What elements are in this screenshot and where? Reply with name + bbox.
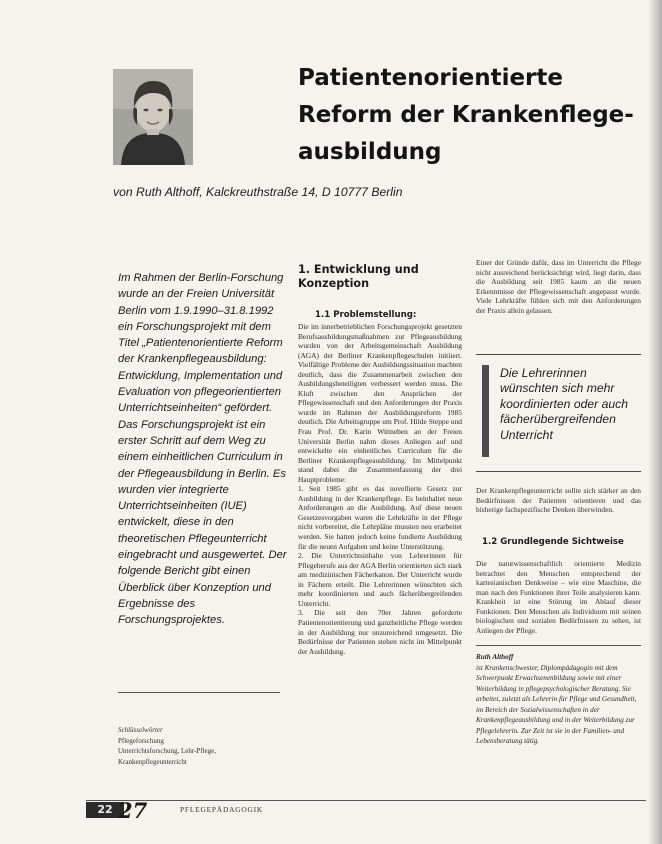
keyword-line-1: Pflegeforschung <box>118 736 164 745</box>
article-title <box>298 60 648 171</box>
author-byline: von Ruth Althoff, Kalckreuthstraße 14, D 10777 Berlin <box>113 185 403 199</box>
pull-quote-text: Die Lehrerinnen wünschten sich mehr koordinierten oder auch fächerübergreifenden Unterricht <box>500 366 629 442</box>
pull-quote <box>476 354 641 472</box>
abstract: Im Rahmen der Berlin-Forschung wurde an der Freien Universität Berlin vom 1.9.1990–31.8.1992 ein Forschungsprojekt mit dem Titel „Patientenorientierte Reform der Krankenpflegeausbildung: Entwicklung, Implementation und Evaluation von pflegeorientierten Unterrichtseinheiten“ gefördert. Das Forschungsprojekt ist ein erster Schritt auf dem Weg zu einem einheitlichen Curriculum in der Pflegeausbildung in Berlin. Es wurden vier integrierte Unterrichtseinheiten (IUE) entwickelt, diese in den theoretischen Pflegeunterricht eingebracht und ausgewertet. Der folgende Bericht gibt einen Überblick über Konzeption und Ergebnisse des Forschungsprojektes. <box>118 272 287 627</box>
keyword-line-3: Krankenpflegeunterricht <box>118 757 187 766</box>
author-bio-name: Ruth Althoff <box>476 653 514 661</box>
body-column-3-intro: Einer der Gründe dafür, dass im Unterricht die Pflege nicht ausreichend berücksichtigt wird, liegt darin, dass die Ausbildung seit 1985 kaum an die neuen Erkenntnisse der Pflegewissenschaft angepasst wurde. Viele Lehrkräfte fühlen sich mit den Anforderungen der Praxis allein gelassen. <box>476 258 641 315</box>
author-bio-text: ist Krankenschwester, Diplompädagogin mit dem Schwerpunkt Erwachsenenbildung sowie mit einer Weiterbildung in pflegepsychologischer Beratung. Sie arbeitet, zuletzt als Lehrerin für Pflege und Gesundheit, im Bereich der Sozialwissenschaften in der Krankenpflegeausbildung und in der Weiterbildung zur Pflegelehrerin. Zur Zeit ist sie in der Familien- und Lebensberatung tätig. <box>476 663 637 745</box>
page-edge-shadow <box>648 0 662 844</box>
footer-rule <box>86 800 646 801</box>
journal-name: PFLEGEPÄDAGOGIK <box>180 805 264 814</box>
keywords-block <box>118 725 283 767</box>
page-number-badge: 22 <box>86 802 124 818</box>
body-column-3-after-quote: Der Krankenpflegeunterricht sollte sich stärker an den Bedürfnissen der Patienten orientieren und das bisherige fachspezifische Denken überwinden. <box>476 486 641 515</box>
body-paragraph: 2. Die Unterrichtsinhalte von Lehrerinnen für Pflegeberufe aus der AGA Berlin orientierten sich stark am medizinischen Fächerkanon. Der Unterricht wurde in Fächern erteilt. Die Lehrerinnen wünschten sich mehr koordinierten und auch fächerübergreifenden Unterricht. <box>298 551 462 608</box>
body-paragraph: 1. Seit 1985 gibt es das novellierte Gesetz zur Ausbildung in der Krankenpflege. Es beinhaltet neue Anforderungen an die Ausbildung. Auf diese neuen Gesetzesvorgaben waren die Lehrkräfte in der Pflege nicht vorbereitet, die Lehrpläne mussten neu erarbeitet werden. Sie hatten jedoch keine fundierte Ausbildung für die neuen Aufgaben und keine Unterstützung. <box>298 484 462 551</box>
title-line-1: Patientenorientierte <box>298 65 563 91</box>
author-photo <box>113 69 193 165</box>
author-portrait-image <box>113 69 193 165</box>
pull-quote-bar <box>482 365 489 457</box>
body-column-2 <box>298 322 462 656</box>
body-paragraph: Die im innerbetrieblichen Forschungsprojekt gesetzten Berufsausbildungsmaßnahmen zur Pflegeausbildung wurden von der Arbeitsgemeinschaft Ausbildung (AGA) der Berliner Krankenpflegeschulen initiiert. Vielfältige Probleme der Ausbildungssituation machten deutlich, dass die Zusammenarbeit zwischen den Ausbildungsbeteiligten verbessert werden muss. Die Kluft zwischen den Ansprüchen der Pflegewissenschaft und den Anforderungen der Praxis wurde im Rahmen der Ausbildungsreform 1985 deutlich. Die Arbeitsgruppe um Prof. Hilde Steppe und Frau Prof. Dr. Karin Wittneben an der Freien Universität Berlin nahm dieses Anliegen auf und entwickelte ein einheitliches Curriculum für die Berliner Krankenpflegeausbildung. Im Mittelpunkt stand dabei die Zusammenfassung der drei Hauptprobleme: <box>298 322 462 484</box>
keywords-heading: Schlüsselwörter <box>118 726 163 734</box>
subsection-heading-1-2: 1.2 Grundlegende Sichtweise <box>482 537 624 547</box>
section-heading-1: 1. Entwicklung und Konzeption <box>298 263 419 290</box>
author-bio <box>476 652 644 747</box>
keywords-divider <box>118 692 280 693</box>
handwritten-page-number: 27 <box>118 798 148 823</box>
author-divider <box>476 645 641 646</box>
keyword-line-2: Unterrichtsforschung, Lehr-Pflege, <box>118 747 217 756</box>
title-line-3: ausbildung <box>298 139 442 165</box>
subsection-heading-1-1: 1.1 Problemstellung: <box>315 310 417 320</box>
body-paragraph: 3. Die seit den 70er Jahren geforderte Patientenorientierung und ganzheitliche Pflege werden in der Ausbildung nur unzureichend umgesetzt. Die Bedürfnisse der Patienten stehen nicht im Mittelpunkt der Ausbildung. <box>298 608 462 656</box>
title-line-2: Reform der Krankenflege- <box>298 102 634 128</box>
body-column-3-para2: Die naturwissenschaftlich orientierte Medizin betrachtet den Menschen entsprechend der kartesianischen Denkweise – wie eine Maschine, die man nach den Funktionen ihrer Teile analysieren kann. Krankheit ist eine Störung im Ablauf dieser Funktionen. Den Menschen als Individuum mit seinen biologischen und sozialen Bedürfnissen zu sehen, ist Anliegen der Pflege. <box>476 559 641 635</box>
